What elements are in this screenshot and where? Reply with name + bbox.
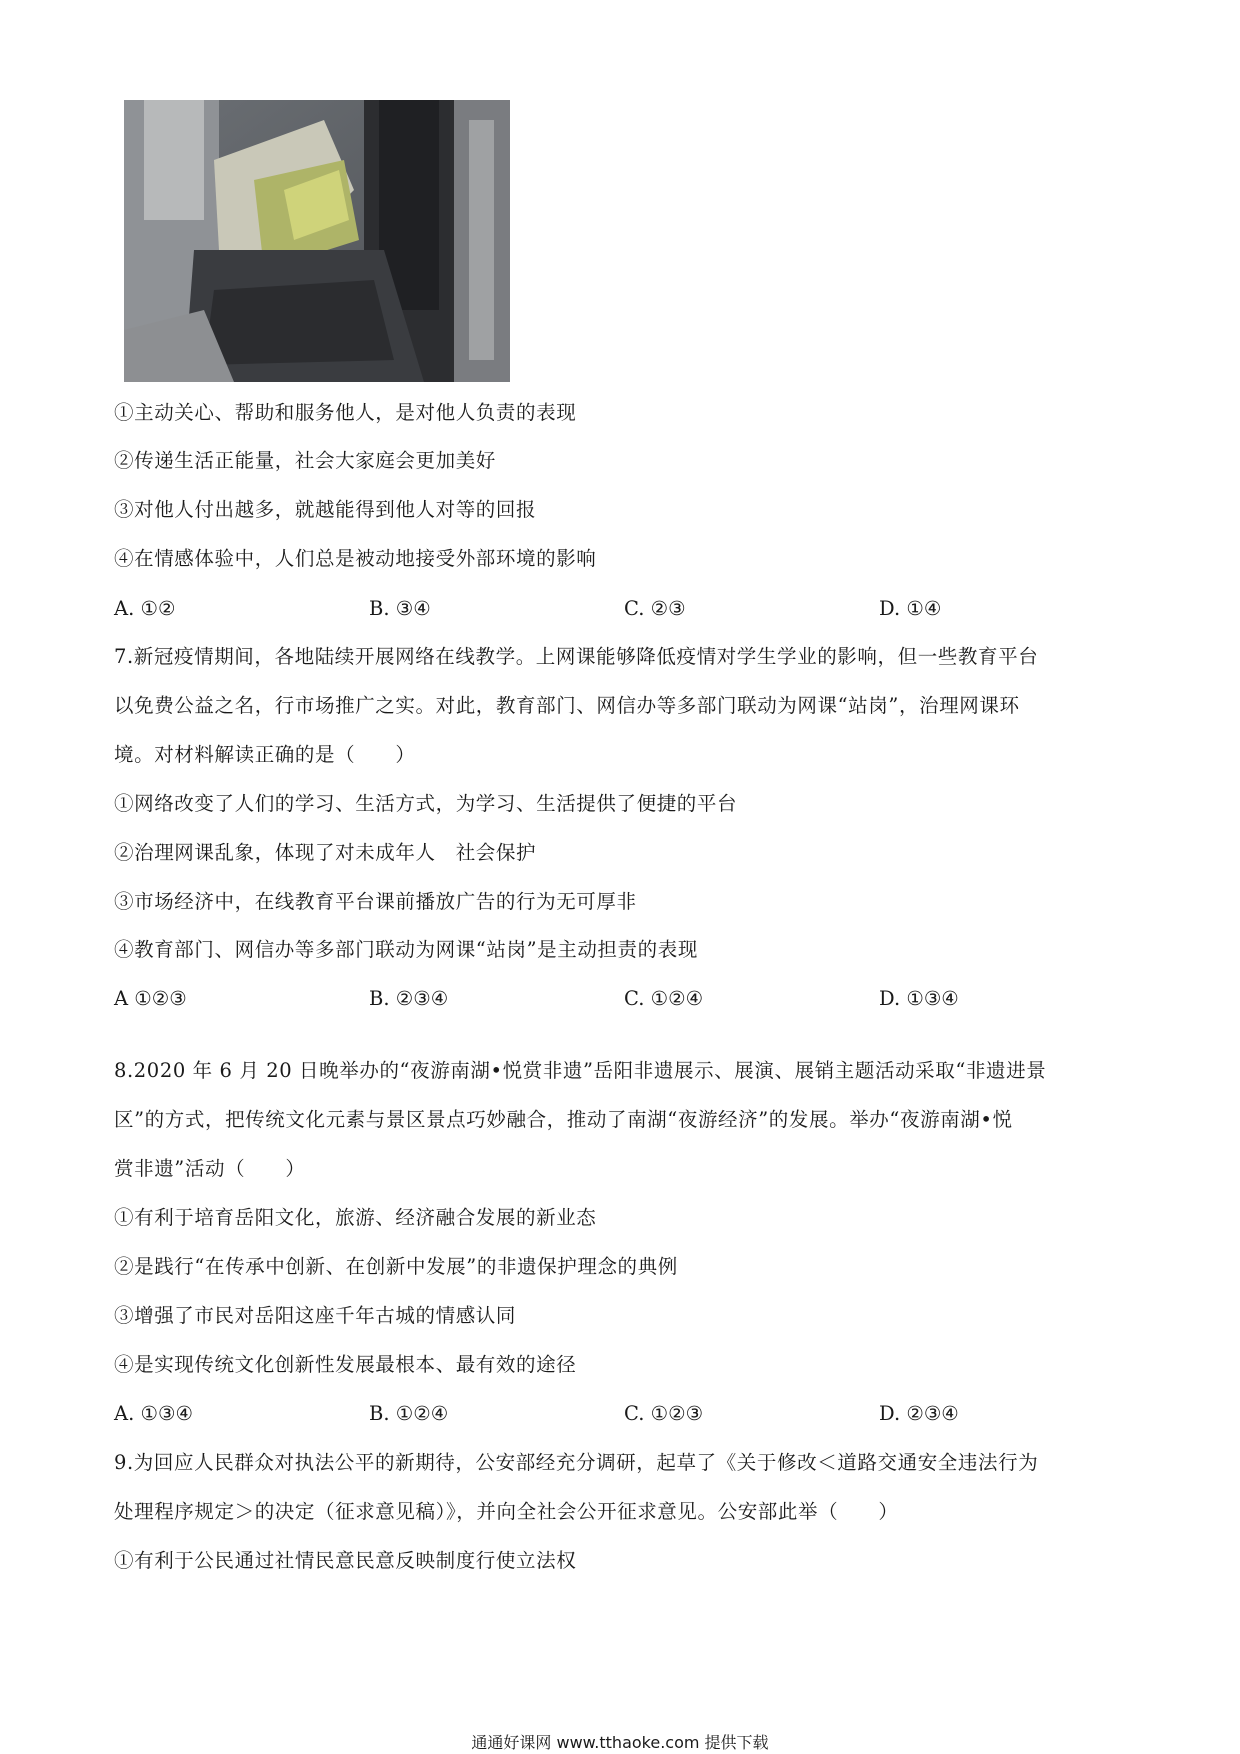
q9-statement-1: ①有利于公民通过社情民意民意反映制度行使立法权 [114, 1549, 577, 1572]
q7-stem-line-3: 境。对材料解读正确的是（ ） [114, 743, 416, 766]
q7-statement-1: ①网络改变了人们的学习、生活方式，为学习、生活提供了便捷的平台 [114, 792, 738, 815]
q6-option-a: A. ①② [114, 597, 176, 620]
q7-option-a: A ①②③ [114, 987, 187, 1010]
q6-statement-1: ①主动关心、帮助和服务他人，是对他人负责的表现 [114, 401, 577, 424]
q8-option-c: C. ①②③ [624, 1402, 704, 1425]
q8-statement-2: ②是践行“在传承中创新、在创新中发展”的非遗保护理念的典例 [114, 1255, 678, 1278]
q8-stem-line-3: 赏非遗”活动（ ） [114, 1157, 306, 1180]
q6-statement-3: ③对他人付出越多，就越能得到他人对等的回报 [114, 498, 537, 521]
photo-illustration [124, 100, 510, 382]
q8-statement-4: ④是实现传统文化创新性发展最根本、最有效的途径 [114, 1353, 577, 1376]
q8-statement-3: ③增强了市民对岳阳这座千年古城的情感认同 [114, 1304, 517, 1327]
q7-option-d: D. ①③④ [879, 987, 959, 1010]
q9-stem-line-1: 9.为回应人民群众对执法公平的新期待，公安部经充分调研，起草了《关于修改＜道路交通安全违法行为 [114, 1451, 1039, 1474]
q6-option-c: C. ②③ [624, 597, 686, 620]
q6-statement-2: ②传递生活正能量，社会大家庭会更加美好 [114, 449, 496, 472]
q7-stem-line-1: 7.新冠疫情期间，各地陆续开展网络在线教学。上网课能够降低疫情对学生学业的影响，但一些教育平台 [114, 645, 1039, 668]
q8-statement-1: ①有利于培育岳阳文化，旅游、经济融合发展的新业态 [114, 1206, 597, 1229]
q9-stem-line-2: 处理程序规定＞的决定（征求意见稿）》，并向全社会公开征求意见。公安部此举（ ） [114, 1500, 899, 1523]
q7-option-c: C. ①②④ [624, 987, 704, 1010]
q8-stem-line-2: 区”的方式，把传统文化元素与景区景点巧妙融合，推动了南湖“夜游经济”的发展。举办“夜游南湖•悦 [114, 1108, 1013, 1131]
q8-option-d: D. ②③④ [879, 1402, 959, 1425]
q7-statement-3: ③市场经济中，在线教育平台课前播放广告的行为无可厚非 [114, 890, 637, 913]
q8-option-b: B. ①②④ [369, 1402, 449, 1425]
q6-option-b: B. ③④ [369, 597, 431, 620]
q6-option-d: D. ①④ [879, 597, 942, 620]
q7-stem-line-2: 以免费公益之名，行市场推广之实。对此，教育部门、网信办等多部门联动为网课“站岗”，治理网课环 [114, 694, 1020, 717]
q7-option-b: B. ②③④ [369, 987, 449, 1010]
q6-statement-4: ④在情感体验中，人们总是被动地接受外部环境的影响 [114, 547, 597, 570]
q8-option-a: A. ①③④ [114, 1402, 193, 1425]
question-photo [124, 100, 510, 382]
q8-stem-line-1: 8.2020 年 6 月 20 日晚举办的“夜游南湖•悦赏非遗”岳阳非遗展示、展演、展销主题活动采取“非遗进景 [114, 1059, 1047, 1082]
q7-statement-2: ②治理网课乱象，体现了对未成年人 社会保护 [114, 841, 537, 864]
page-footer: 通通好课网 www.tthaoke.com 提供下载 [471, 1733, 769, 1752]
q7-statement-4: ④教育部门、网信办等多部门联动为网课“站岗”是主动担责的表现 [114, 938, 698, 961]
